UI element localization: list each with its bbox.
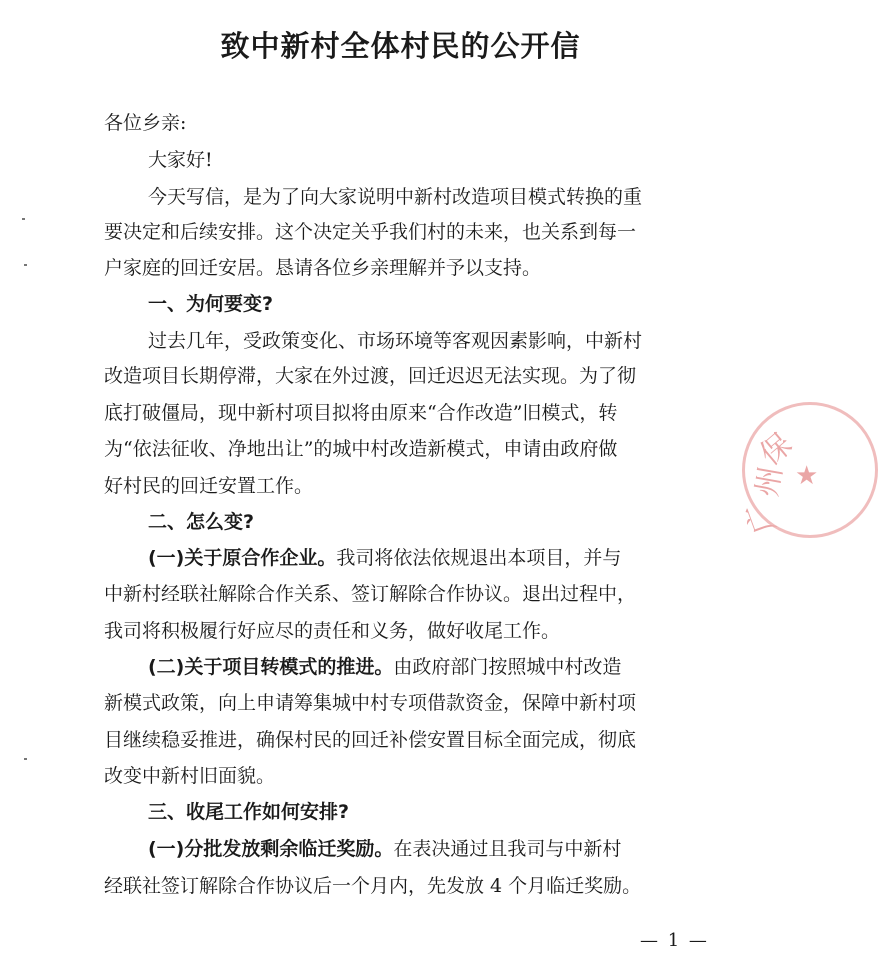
paragraph-partner-first-line [148, 541, 621, 575]
paragraph-followup-line: 经联社签订解除合作协议后一个月内，先发放 4 个月临迁奖励。 [104, 875, 642, 897]
greeting: 大家好! [148, 149, 213, 171]
page-number: — 1 — [640, 930, 709, 951]
paragraph-followup-text: 在表决通过且我司与中新村 [393, 838, 622, 860]
paragraph-why-line: 为“依法征收、净地出让”的城中村改造新模式，申请由政府做 [104, 438, 618, 460]
paragraph-intro-line: 要决定和后续安排。这个决定关乎我们村的未来，也关系到每一 [104, 221, 637, 243]
section-heading-how: 二、怎么变? [148, 511, 255, 533]
paragraph-why-line: 改造项目长期停滞，大家在外过渡，回迁迟迟无法实现。为了彻 [104, 365, 637, 387]
paragraph-transition-line: 目继续稳妥推进，确保村民的回迁补偿安置目标全面完成，彻底 [104, 729, 637, 751]
paragraph-followup-first-line [148, 832, 621, 866]
paragraph-why-line: 底打破僵局，现中新村项目拟将由原来“合作改造”旧模式，转 [104, 402, 618, 424]
paragraph-transition-line: 新模式政策，向上申请筹集城中村专项借款资金，保障中新村项 [104, 692, 637, 714]
paragraph-why-line: 好村民的回迁安置工作。 [104, 475, 314, 497]
paragraph-partner-bold: (一)关于原合作企业。 [148, 547, 337, 569]
paragraph-transition-bold: (二)关于项目转模式的推进。 [148, 656, 394, 678]
paragraph-transition-text: 由政府部门按照城中村改造 [393, 656, 622, 678]
scan-speck [24, 758, 27, 760]
paragraph-partner-line: 我司将积极履行好应尽的责任和义务，做好收尾工作。 [104, 620, 561, 642]
paragraph-intro-line: 户家庭的回迁安居。恳请各位乡亲理解并予以支持。 [104, 257, 542, 279]
paragraph-why-line: 过去几年，受政策变化、市场环境等客观因素影响，中新村 [148, 330, 643, 352]
salutation: 各位乡亲: [104, 112, 187, 134]
section-heading-followup: 三、收尾工作如何安排? [148, 801, 350, 823]
scan-speck [24, 264, 27, 266]
scan-speck [22, 218, 25, 220]
paragraph-partner-text: 我司将依法依规退出本项目，并与 [336, 547, 622, 569]
section-heading-why: 一、为何要变? [148, 293, 274, 315]
paragraph-transition-line: 改变中新村旧面貌。 [104, 765, 276, 787]
paragraph-partner-line: 中新村经联社解除合作关系、签订解除合作协议。退出过程中， [104, 583, 637, 605]
paragraph-intro-line: 今天写信，是为了向大家说明中新村改造项目模式转换的重 [148, 186, 643, 208]
document-title: 致中新村全体村民的公开信 [220, 29, 581, 63]
company-seal: 保 州 广 ★ [742, 402, 878, 538]
paragraph-transition-first-line [148, 650, 621, 684]
paragraph-followup-bold: (一)分批发放剩余临迁奖励。 [148, 838, 394, 860]
